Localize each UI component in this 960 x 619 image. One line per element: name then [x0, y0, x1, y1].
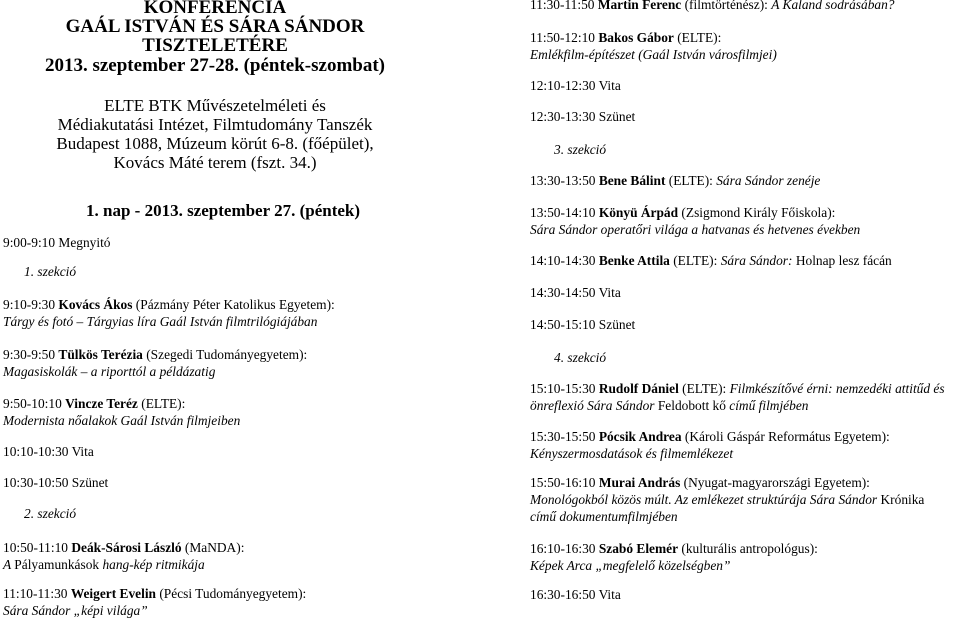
talk-item: 11:30-11:50 Martin Ferenc (filmtörténész): A Kaland sodrásában? — [530, 0, 895, 12]
break-item: 14:50-15:10 Szünet — [530, 317, 636, 332]
talk-item: 11:50-12:10 Bakos Gábor (ELTE): Emlékfilm-építészet (Gaál István városfilmjei) — [530, 30, 777, 62]
break-item: 12:10-12:30 Vita — [530, 78, 621, 93]
talk-item: 11:10-11:30 Weigert Evelin (Pécsi Tudományegyetem): Sára Sándor „képi világa” — [3, 586, 307, 618]
session-3-heading: 3. szekció — [554, 142, 607, 157]
break-item: 16:30-16:50 Vita — [530, 587, 621, 602]
venue-line-3: Budapest 1088, Múzeum körút 6-8. (főépület), — [56, 134, 374, 153]
talk-item: 13:50-14:10 Könyü Árpád (Zsigmond Király Főiskola): Sára Sándor operatőri világa a hatvanas és hetvenes években — [530, 205, 861, 237]
break-item: 14:30-14:50 Vita — [530, 285, 621, 300]
break-item: 10:30-10:50 Szünet — [3, 475, 109, 490]
break-item: 12:30-13:30 Szünet — [530, 109, 636, 124]
talk-item: 13:30-13:50 Bene Bálint (ELTE): Sára Sándor zenéje — [530, 173, 821, 188]
venue-line-4: Kovács Máté terem (fszt. 34.) — [113, 153, 317, 172]
talk-item: 9:50-10:10 Vincze Teréz (ELTE): Modernista nőalakok Gaál István filmjeiben — [3, 396, 241, 428]
talk-item: 15:50-16:10 Murai András (Nyugat-magyarországi Egyetem): Monológokból közös múlt. Az emlékezet struktúrája Sára Sándor Krónika című dokumentumfilmjében — [530, 475, 925, 524]
talk-item: 9:10-9:30 Kovács Ákos (Pázmány Péter Katolikus Egyetem): Tárgy és fotó – Tárgyias líra Gaál István filmtrilógiájában — [3, 297, 335, 329]
session-4-heading: 4. szekció — [554, 350, 607, 365]
session-1-heading: 1. szekció — [24, 264, 77, 279]
conference-dates: 2013. szeptember 27-28. (péntek-szombat) — [44, 55, 385, 76]
talk-item: 14:10-14:30 Benke Attila (ELTE): Sára Sándor: Holnap lesz fácán — [530, 253, 892, 268]
day-heading: 1. nap - 2013. szeptember 27. (péntek) — [86, 201, 361, 220]
talk-item: 9:30-9:50 Tülkös Terézia (Szegedi Tudományegyetem): Magasiskolák – a riporttól a példázatig — [3, 347, 308, 379]
conference-subtitle: GAÁL ISTVÁN ÉS SÁRA SÁNDOR TISZTELETÉRE — [65, 16, 365, 56]
talk-item: 10:50-11:10 Deák-Sárosi László (MaNDA): A Pályamunkások hang-kép ritmikája — [3, 540, 245, 572]
talk-item: 16:10-16:30 Szabó Elemér (kulturális antropológus): Képek Arca „megfelelő közelségben” — [530, 541, 818, 573]
talk-item: 15:30-15:50 Pócsik Andrea (Károli Gáspár Református Egyetem): Kényszermosdatások és filmemlékezet — [530, 429, 890, 461]
venue-line-1: ELTE BTK Művészetelméleti és — [104, 96, 326, 115]
break-item: 10:10-10:30 Vita — [3, 444, 94, 459]
venue-line-2: Médiakutatási Intézet, Filmtudomány Tanszék — [57, 115, 373, 134]
opening: 9:00-9:10 Megnyitó — [3, 235, 111, 250]
talk-item: 15:10-15:30 Rudolf Dániel (ELTE): Filmkészítővé érni: nemzedéki attitűd és önreflexió Sára Sándor Feldobott kő című filmjében — [530, 381, 945, 413]
conference-title: KONFERENCIA — [143, 0, 287, 18]
session-2-heading: 2. szekció — [24, 506, 77, 521]
